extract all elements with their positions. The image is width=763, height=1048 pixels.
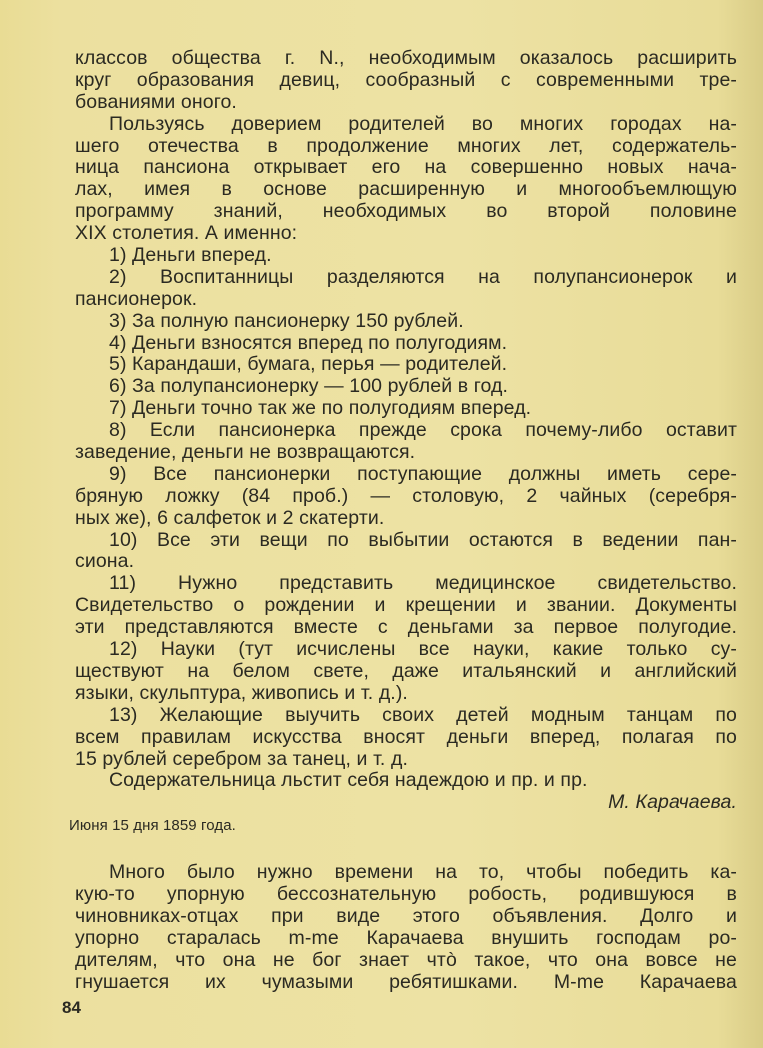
text-line: упорно старалась m-me Карачаева внушить господам ро- (75, 926, 737, 949)
text-line: лах, имея в основе расширенную и многообъемлющую (75, 178, 737, 201)
text-line: классов общества г. N., необходимым оказалось расширить (75, 47, 737, 69)
text-line: ница пансиона открывает его на совершенно новых нача- (75, 156, 737, 179)
text-line: языки, скульптура, живопись и т. д.). (75, 681, 408, 704)
book-page-text (69, 47, 737, 994)
text-line: гнушается их чумазыми ребятишками. M-me Карачаева (75, 970, 737, 993)
text-line: XIX столетия. А именно: (75, 222, 298, 245)
text-line: 13) Желающие выучить своих детей модным танцам по (109, 703, 737, 726)
page-number: 84 (62, 998, 81, 1017)
text-line: 12) Науки (тут исчислены все науки, какие только су- (109, 638, 737, 661)
signature: М. Карачаева. (608, 791, 737, 814)
text-line: программу знаний, необходимых во второй половине (75, 200, 737, 223)
text-line: ных же), 6 салфеток и 2 скатерти. (75, 506, 385, 529)
text-line: 11) Нужно представить медицинское свидетельство. (109, 572, 737, 595)
text-line: 2) Воспитанницы разделяются на полупансионерок и (109, 265, 737, 288)
narrative-paragraph (75, 862, 737, 993)
text-line: 9) Все пансионерки поступающие должны иметь сере- (109, 462, 737, 485)
date-line: Июня 15 дня 1859 года. (69, 817, 236, 835)
text-line: пансионерок. (75, 287, 198, 310)
text-line: 10) Все эти вещи по выбытии остаются в ведении пан- (109, 528, 737, 551)
text-line: бряную ложку (84 проб.) — столовую, 2 чайных (серебря- (75, 484, 737, 507)
text-line: сиона. (75, 550, 135, 573)
text-line: заведение, деньги не возвращаются. (75, 441, 416, 464)
text-line: 6) За полупансионерку — 100 рублей в год. (109, 375, 509, 398)
text-line: кую-то упорную бессознательную робость, родившуюся в (75, 883, 737, 906)
text-line: Пользуясь доверием родителей во многих городах на- (109, 112, 737, 135)
text-line: дителям, что она не бог знает чтò такое, что она вовсе не (75, 948, 737, 971)
text-line: чиновниках-отцах при виде этого объявления. Долго и (75, 904, 737, 927)
text-line: ществуют на белом свете, даже итальянский и английский (75, 659, 737, 682)
text-line: Много было нужно времени на то, чтобы победить ка- (109, 861, 737, 884)
text-line: 1) Деньги вперед. (109, 244, 272, 267)
text-line: круг образования девиц, сообразный с современными тре- (75, 68, 737, 91)
text-line: 15 рублей серебром за танец, и т. д. (75, 747, 408, 770)
spacer (75, 838, 737, 862)
text-line: 4) Деньги взносятся вперед по полугодиям. (109, 331, 508, 354)
text-line: 8) Если пансионерка прежде срока почему-либо оставит (109, 419, 737, 442)
text-line: 3) За полную пансионерку 150 рублей. (109, 309, 464, 332)
announcement-text (75, 48, 737, 792)
text-line: 5) Карандаши, бумага, перья — родителей. (109, 353, 508, 376)
text-line: Содержательница льстит себя надеждою и пр. и пр. (109, 769, 588, 792)
text-line: Свидетельство о рождении и крещении и звании. Документы (75, 594, 737, 617)
text-line: 7) Деньги точно так же по полугодиям вперед. (109, 397, 532, 420)
text-line: эти представляются вместе с деньгами за первое полугодие. (75, 616, 737, 639)
text-line: бованиями оного. (75, 90, 237, 113)
text-line: шего отечества в продолжение многих лет, содержатель- (75, 134, 737, 157)
text-line: всем правилам искусства вносят деньги вперед, полагая по (75, 725, 737, 748)
